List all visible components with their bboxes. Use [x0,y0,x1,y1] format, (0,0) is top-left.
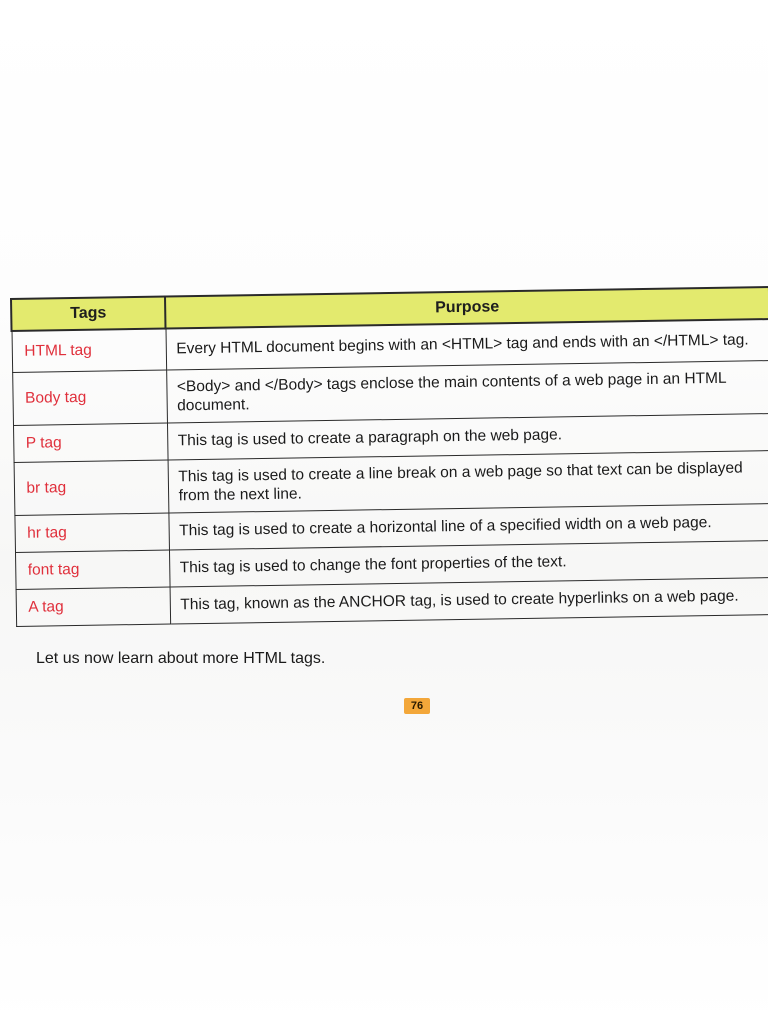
tag-purpose: This tag is used to create a paragraph on the web page. [167,414,768,460]
tag-name: font tag [15,550,170,589]
tag-name: HTML tag [12,329,167,373]
tag-name: br tag [14,460,169,515]
footer-text: Let us now learn about more HTML tags. [36,650,326,667]
header-tags: Tags [11,297,165,331]
tags-table [10,286,768,627]
tag-purpose: This tag is used to change the font properties of the text. [169,541,768,587]
tag-name: Body tag [12,370,167,425]
tag-name: P tag [13,423,168,462]
tag-purpose: Every HTML document begins with an <HTML> tag and ends with an </HTML> tag. [165,319,768,370]
tag-purpose: This tag is used to create a horizontal line of a specified width on a web page. [168,504,768,550]
tag-purpose: This tag, known as the ANCHOR tag, is used to create hyperlinks on a web page. [170,578,768,624]
tag-name: A tag [16,587,171,626]
tag-name: hr tag [14,513,169,552]
tag-purpose: This tag is used to create a line break on a web page so that text can be displayed from the next line. [168,451,768,513]
tags-table-container [10,286,768,627]
tag-purpose: <Body> and </Body> tags enclose the main contents of a web page in an HTML document. [166,361,768,423]
page-number-badge: 76 [404,698,430,714]
header-purpose: Purpose [165,287,768,328]
